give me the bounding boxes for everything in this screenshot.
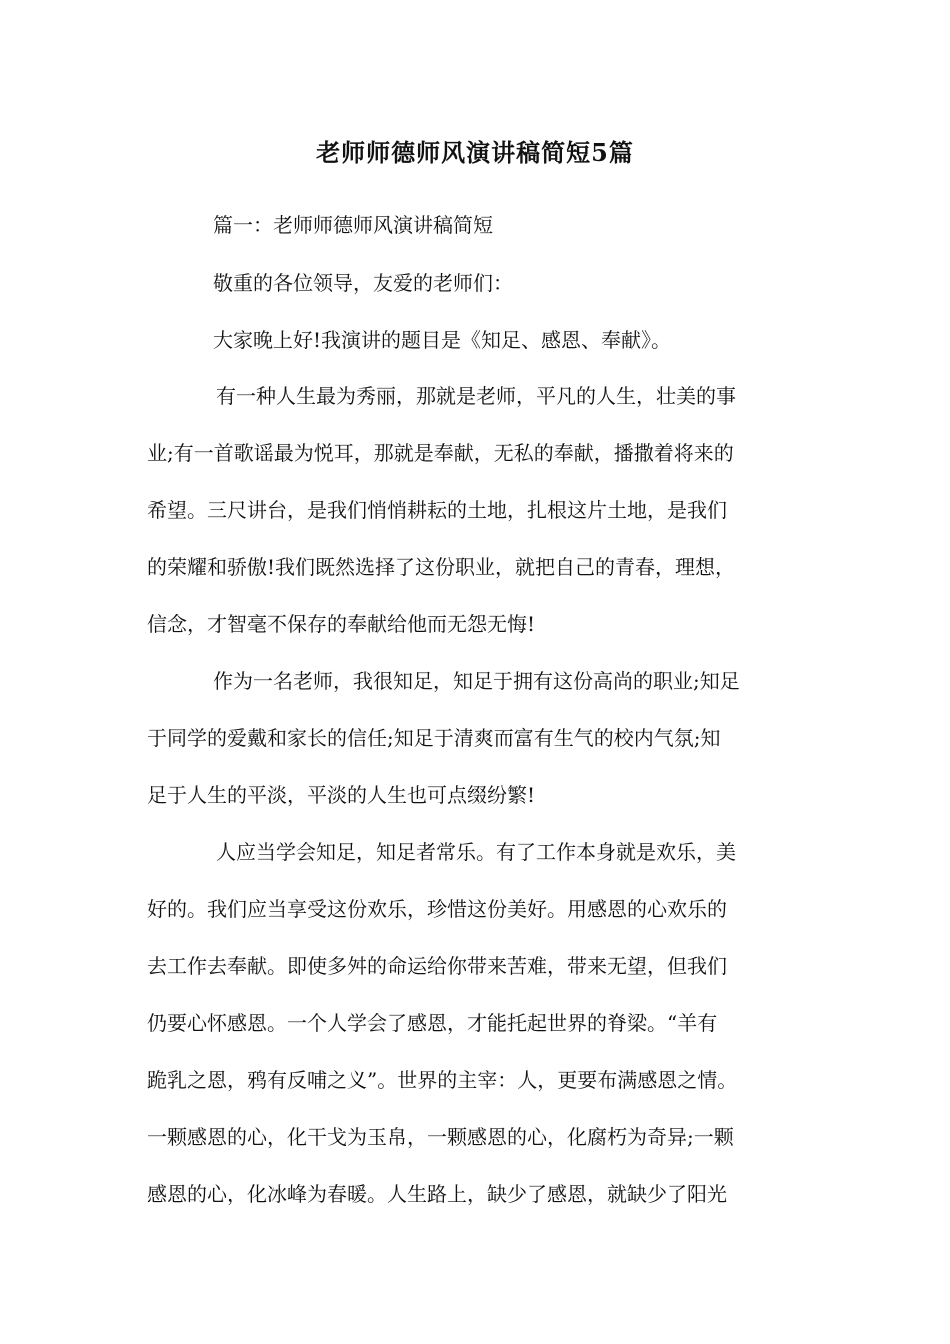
paragraph-line: 有一种人生最为秀丽，那就是老师，平凡的人生，壮美的事 <box>216 384 736 408</box>
paragraph-line: 希望。三尺讲台，是我们悄悄耕耘的土地，扎根这片土地，是我们 <box>147 498 727 522</box>
paragraph-line: 业;有一首歌谣最为悦耳，那就是奉献，无私的奉献，播撒着将来的 <box>147 441 734 465</box>
salutation: 敬重的各位领导，友爱的老师们： <box>213 271 513 295</box>
paragraph-line: 感恩的心，化冰峰为春暖。人生路上，缺少了感恩，就缺少了阳光 <box>147 1182 727 1206</box>
paragraph-line: 的荣耀和骄傲!我们既然选择了这份职业，就把自己的青春，理想， <box>147 555 736 579</box>
paragraph-line: 好的。我们应当享受这份欢乐，珍惜这份美好。用感恩的心欢乐的 <box>147 897 727 921</box>
paragraph-line: 跪乳之恩，鸦有反哺之义”。世界的主宰：人，更要布满感恩之情。 <box>147 1068 738 1092</box>
paragraph-line: 信念，才智毫不保存的奉献给他而无怨无悔! <box>147 612 536 636</box>
paragraph-line: 足于人生的平淡，平淡的人生也可点缀纷繁! <box>147 783 536 807</box>
section-heading: 篇一：老师师德师风演讲稿简短 <box>213 213 493 237</box>
paragraph-line: 去工作去奉献。即使多舛的命运给你带来苦难，带来无望，但我们 <box>147 954 727 978</box>
paragraph-line: 人应当学会知足，知足者常乐。有了工作本身就是欢乐，美 <box>216 840 736 864</box>
paragraph-line: 仍要心怀感恩。一个人学会了感恩，才能托起世界的脊梁。“羊有 <box>147 1011 718 1035</box>
paragraph-line: 作为一名老师，我很知足，知足于拥有这份高尚的职业;知足 <box>213 669 740 693</box>
document-title: 老师师德师风演讲稿简短5篇 <box>316 138 634 167</box>
greeting-line: 大家晚上好!我演讲的题目是《知足、感恩、奉献》。 <box>213 328 672 352</box>
paragraph-line: 于同学的爱戴和家长的信任;知足于清爽而富有生气的校内气氛;知 <box>147 726 721 750</box>
paragraph-line: 一颗感恩的心，化干戈为玉帛，一颗感恩的心，化腐朽为奇异;一颗 <box>147 1125 734 1149</box>
